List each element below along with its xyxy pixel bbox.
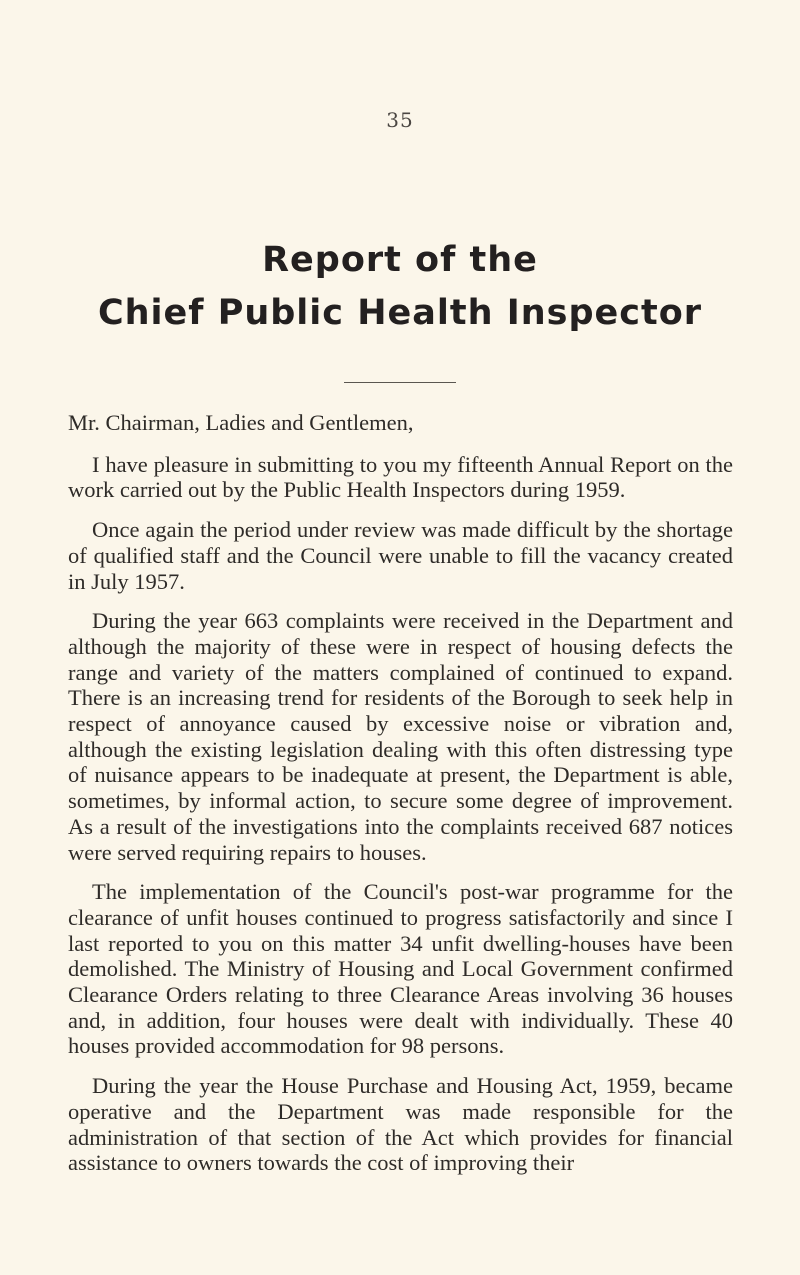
report-body [68, 410, 733, 1176]
paragraph-4: The implementation of the Council's post-war programme for the clearance of unfit houses continued to progress satisfactorily and since I last reported to you on this matter 34 unfit dwelling-houses have been demolished. The Ministry of Housing and Local Government confirmed Clearance Orders relating to three Clearance Areas involving 36 houses and, in addition, four houses were dealt with individually. These 40 houses provided accommodation for 98 persons. [68, 879, 733, 1059]
paragraph-5: During the year the House Purchase and Housing Act, 1959, became operative and the Department was made responsible for the administration of that section of the Act which provides for financial assistance to owners towards the cost of improving their [68, 1073, 733, 1176]
report-title-line-2: Chief Public Health Inspector [97, 293, 703, 333]
page-number: 35 [386, 108, 414, 132]
salutation: Mr. Chairman, Ladies and Gentlemen, [68, 410, 414, 435]
paragraph-3: During the year 663 complaints were received in the Department and although the majority of these were in respect of housing defects the range and variety of the matters complained of continued to expand. There is an increasing trend for residents of the Borough to seek help in respect of annoyance caused by excessive noise or vibration and, although the existing legislation dealing with this often distressing type of nuisance appears to be inadequate at present, the Department is able, sometimes, by informal action, to secure some degree of improvement. As a result of the investigations into the complaints received 687 notices were served requiring repairs to houses. [68, 608, 733, 865]
paragraph-2: Once again the period under review was made difficult by the shortage of qualified staff and the Council were unable to fill the vacancy created in July 1957. [68, 517, 733, 594]
report-title-line-1: Report of the [262, 240, 538, 280]
paragraph-1: I have pleasure in submitting to you my fifteenth Annual Report on the work carried out by the Public Health Inspectors during 1959. [68, 451, 733, 503]
title-divider [344, 382, 456, 383]
